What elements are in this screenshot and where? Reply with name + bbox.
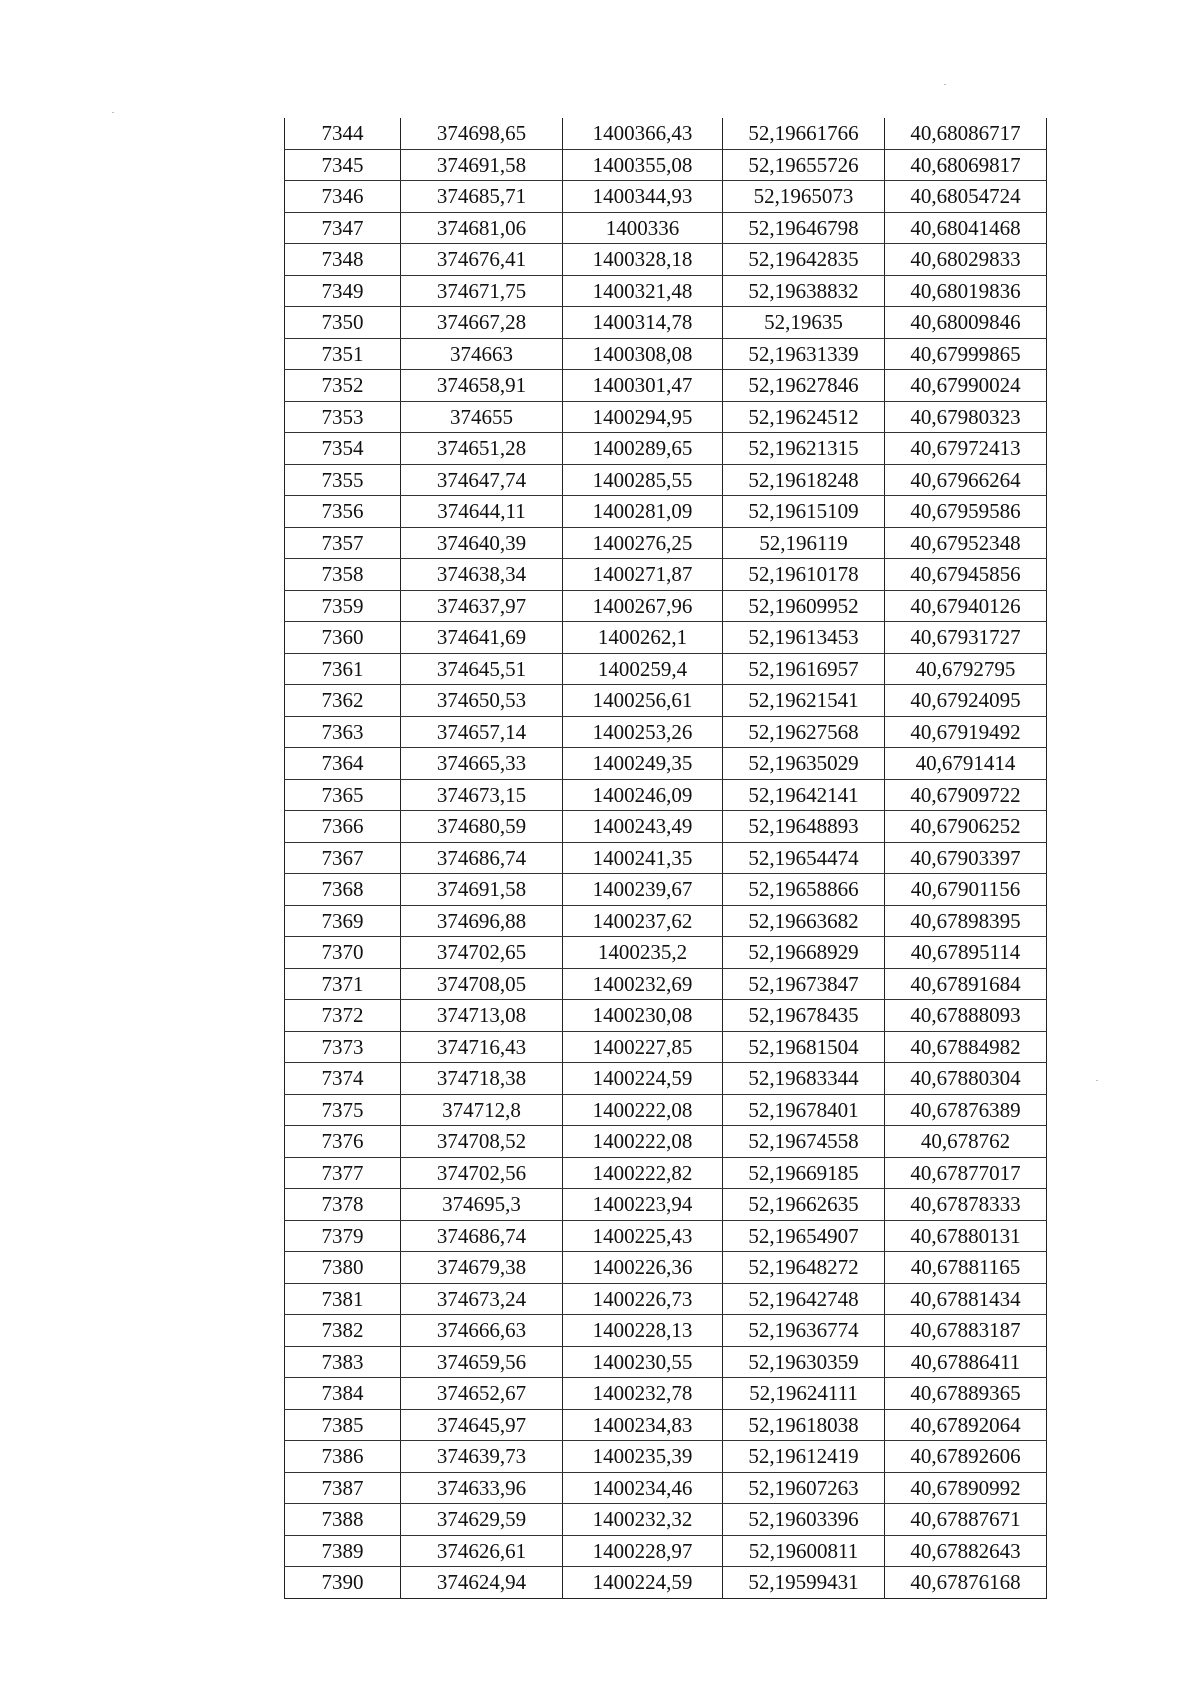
latitude-cell: 52,19678435 <box>723 1000 885 1032</box>
x-coordinate-cell: 374639,73 <box>401 1441 563 1473</box>
point-number-cell: 7366 <box>285 811 401 843</box>
longitude-cell: 40,67889365 <box>885 1378 1047 1410</box>
table-row <box>285 527 1047 559</box>
table-row <box>285 464 1047 496</box>
latitude-cell: 52,19612419 <box>723 1441 885 1473</box>
longitude-cell: 40,67924095 <box>885 685 1047 717</box>
point-number-cell: 7380 <box>285 1252 401 1284</box>
point-number-cell: 7383 <box>285 1346 401 1378</box>
y-coordinate-cell: 1400235,39 <box>563 1441 723 1473</box>
y-coordinate-cell: 1400237,62 <box>563 905 723 937</box>
point-number-cell: 7390 <box>285 1567 401 1599</box>
table-row <box>285 1315 1047 1347</box>
longitude-cell: 40,67999865 <box>885 338 1047 370</box>
point-number-cell: 7384 <box>285 1378 401 1410</box>
y-coordinate-cell: 1400246,09 <box>563 779 723 811</box>
x-coordinate-cell: 374708,52 <box>401 1126 563 1158</box>
x-coordinate-cell: 374671,75 <box>401 275 563 307</box>
y-coordinate-cell: 1400267,96 <box>563 590 723 622</box>
longitude-cell: 40,67895114 <box>885 937 1047 969</box>
y-coordinate-cell: 1400224,59 <box>563 1063 723 1095</box>
x-coordinate-cell: 374686,74 <box>401 1220 563 1252</box>
x-coordinate-cell: 374626,61 <box>401 1535 563 1567</box>
longitude-cell: 40,6792795 <box>885 653 1047 685</box>
x-coordinate-cell: 374624,94 <box>401 1567 563 1599</box>
point-number-cell: 7373 <box>285 1031 401 1063</box>
longitude-cell: 40,67876168 <box>885 1567 1047 1599</box>
point-number-cell: 7369 <box>285 905 401 937</box>
y-coordinate-cell: 1400249,35 <box>563 748 723 780</box>
x-coordinate-cell: 374647,74 <box>401 464 563 496</box>
table-row <box>285 1504 1047 1536</box>
longitude-cell: 40,6791414 <box>885 748 1047 780</box>
longitude-cell: 40,68041468 <box>885 212 1047 244</box>
x-coordinate-cell: 374640,39 <box>401 527 563 559</box>
longitude-cell: 40,67945856 <box>885 559 1047 591</box>
x-coordinate-cell: 374685,71 <box>401 181 563 213</box>
latitude-cell: 52,19683344 <box>723 1063 885 1095</box>
y-coordinate-cell: 1400225,43 <box>563 1220 723 1252</box>
table-row <box>285 842 1047 874</box>
table-row <box>285 118 1047 149</box>
longitude-cell: 40,68054724 <box>885 181 1047 213</box>
table-row <box>285 1378 1047 1410</box>
table-row <box>285 1283 1047 1315</box>
table-row <box>285 275 1047 307</box>
x-coordinate-cell: 374663 <box>401 338 563 370</box>
x-coordinate-cell: 374644,11 <box>401 496 563 528</box>
latitude-cell: 52,19663682 <box>723 905 885 937</box>
x-coordinate-cell: 374713,08 <box>401 1000 563 1032</box>
table-row <box>285 937 1047 969</box>
table-row <box>285 811 1047 843</box>
x-coordinate-cell: 374691,58 <box>401 874 563 906</box>
point-number-cell: 7345 <box>285 149 401 181</box>
table-row <box>285 433 1047 465</box>
y-coordinate-cell: 1400308,08 <box>563 338 723 370</box>
table-row <box>285 181 1047 213</box>
y-coordinate-cell: 1400224,59 <box>563 1567 723 1599</box>
x-coordinate-cell: 374691,58 <box>401 149 563 181</box>
y-coordinate-cell: 1400227,85 <box>563 1031 723 1063</box>
table-row <box>285 905 1047 937</box>
latitude-cell: 52,19607263 <box>723 1472 885 1504</box>
latitude-cell: 52,19655726 <box>723 149 885 181</box>
latitude-cell: 52,19681504 <box>723 1031 885 1063</box>
point-number-cell: 7374 <box>285 1063 401 1095</box>
x-coordinate-cell: 374658,91 <box>401 370 563 402</box>
point-number-cell: 7376 <box>285 1126 401 1158</box>
table-row <box>285 685 1047 717</box>
x-coordinate-cell: 374629,59 <box>401 1504 563 1536</box>
table-row <box>285 244 1047 276</box>
point-number-cell: 7379 <box>285 1220 401 1252</box>
point-number-cell: 7377 <box>285 1157 401 1189</box>
x-coordinate-cell: 374666,63 <box>401 1315 563 1347</box>
x-coordinate-cell: 374708,05 <box>401 968 563 1000</box>
point-number-cell: 7381 <box>285 1283 401 1315</box>
y-coordinate-cell: 1400235,2 <box>563 937 723 969</box>
longitude-cell: 40,67886411 <box>885 1346 1047 1378</box>
y-coordinate-cell: 1400239,67 <box>563 874 723 906</box>
y-coordinate-cell: 1400256,61 <box>563 685 723 717</box>
table-row <box>285 1346 1047 1378</box>
coordinates-table <box>284 118 1047 1599</box>
x-coordinate-cell: 374681,06 <box>401 212 563 244</box>
longitude-cell: 40,68069817 <box>885 149 1047 181</box>
x-coordinate-cell: 374676,41 <box>401 244 563 276</box>
longitude-cell: 40,67966264 <box>885 464 1047 496</box>
table-row <box>285 1063 1047 1095</box>
point-number-cell: 7356 <box>285 496 401 528</box>
latitude-cell: 52,19621315 <box>723 433 885 465</box>
y-coordinate-cell: 1400226,36 <box>563 1252 723 1284</box>
table-row <box>285 1126 1047 1158</box>
table-row <box>285 307 1047 339</box>
longitude-cell: 40,68029833 <box>885 244 1047 276</box>
point-number-cell: 7365 <box>285 779 401 811</box>
x-coordinate-cell: 374679,38 <box>401 1252 563 1284</box>
point-number-cell: 7388 <box>285 1504 401 1536</box>
x-coordinate-cell: 374680,59 <box>401 811 563 843</box>
table-row <box>285 622 1047 654</box>
longitude-cell: 40,67880131 <box>885 1220 1047 1252</box>
table-row <box>285 1220 1047 1252</box>
y-coordinate-cell: 1400271,87 <box>563 559 723 591</box>
point-number-cell: 7350 <box>285 307 401 339</box>
scan-speck <box>1096 1080 1098 1081</box>
latitude-cell: 52,19648893 <box>723 811 885 843</box>
longitude-cell: 40,67890992 <box>885 1472 1047 1504</box>
longitude-cell: 40,67901156 <box>885 874 1047 906</box>
longitude-cell: 40,67898395 <box>885 905 1047 937</box>
table-row <box>285 1094 1047 1126</box>
x-coordinate-cell: 374667,28 <box>401 307 563 339</box>
y-coordinate-cell: 1400314,78 <box>563 307 723 339</box>
table-row <box>285 653 1047 685</box>
y-coordinate-cell: 1400262,1 <box>563 622 723 654</box>
x-coordinate-cell: 374702,56 <box>401 1157 563 1189</box>
longitude-cell: 40,67884982 <box>885 1031 1047 1063</box>
y-coordinate-cell: 1400243,49 <box>563 811 723 843</box>
latitude-cell: 52,1965073 <box>723 181 885 213</box>
longitude-cell: 40,67906252 <box>885 811 1047 843</box>
latitude-cell: 52,19615109 <box>723 496 885 528</box>
table-row <box>285 590 1047 622</box>
table-row <box>285 370 1047 402</box>
longitude-cell: 40,67931727 <box>885 622 1047 654</box>
y-coordinate-cell: 1400241,35 <box>563 842 723 874</box>
y-coordinate-cell: 1400228,13 <box>563 1315 723 1347</box>
point-number-cell: 7368 <box>285 874 401 906</box>
y-coordinate-cell: 1400234,46 <box>563 1472 723 1504</box>
x-coordinate-cell: 374655 <box>401 401 563 433</box>
longitude-cell: 40,67972413 <box>885 433 1047 465</box>
latitude-cell: 52,19618038 <box>723 1409 885 1441</box>
table-row <box>285 1000 1047 1032</box>
y-coordinate-cell: 1400344,93 <box>563 181 723 213</box>
latitude-cell: 52,19673847 <box>723 968 885 1000</box>
point-number-cell: 7352 <box>285 370 401 402</box>
latitude-cell: 52,19648272 <box>723 1252 885 1284</box>
x-coordinate-cell: 374712,8 <box>401 1094 563 1126</box>
point-number-cell: 7358 <box>285 559 401 591</box>
point-number-cell: 7364 <box>285 748 401 780</box>
table-row <box>285 1157 1047 1189</box>
x-coordinate-cell: 374657,14 <box>401 716 563 748</box>
point-number-cell: 7378 <box>285 1189 401 1221</box>
longitude-cell: 40,67887671 <box>885 1504 1047 1536</box>
point-number-cell: 7357 <box>285 527 401 559</box>
point-number-cell: 7389 <box>285 1535 401 1567</box>
latitude-cell: 52,19654474 <box>723 842 885 874</box>
x-coordinate-cell: 374673,15 <box>401 779 563 811</box>
latitude-cell: 52,19618248 <box>723 464 885 496</box>
x-coordinate-cell: 374641,69 <box>401 622 563 654</box>
latitude-cell: 52,19613453 <box>723 622 885 654</box>
y-coordinate-cell: 1400230,08 <box>563 1000 723 1032</box>
y-coordinate-cell: 1400232,32 <box>563 1504 723 1536</box>
latitude-cell: 52,19616957 <box>723 653 885 685</box>
latitude-cell: 52,19630359 <box>723 1346 885 1378</box>
longitude-cell: 40,67919492 <box>885 716 1047 748</box>
x-coordinate-cell: 374718,38 <box>401 1063 563 1095</box>
y-coordinate-cell: 1400281,09 <box>563 496 723 528</box>
longitude-cell: 40,67881434 <box>885 1283 1047 1315</box>
latitude-cell: 52,19642748 <box>723 1283 885 1315</box>
scan-speck <box>112 112 114 113</box>
latitude-cell: 52,19631339 <box>723 338 885 370</box>
longitude-cell: 40,67959586 <box>885 496 1047 528</box>
latitude-cell: 52,19642141 <box>723 779 885 811</box>
table-row <box>285 1252 1047 1284</box>
point-number-cell: 7360 <box>285 622 401 654</box>
table-row <box>285 401 1047 433</box>
longitude-cell: 40,67882643 <box>885 1535 1047 1567</box>
longitude-cell: 40,67892064 <box>885 1409 1047 1441</box>
longitude-cell: 40,67881165 <box>885 1252 1047 1284</box>
y-coordinate-cell: 1400232,69 <box>563 968 723 1000</box>
point-number-cell: 7344 <box>285 118 401 149</box>
latitude-cell: 52,19609952 <box>723 590 885 622</box>
y-coordinate-cell: 1400259,4 <box>563 653 723 685</box>
point-number-cell: 7370 <box>285 937 401 969</box>
point-number-cell: 7386 <box>285 1441 401 1473</box>
x-coordinate-cell: 374645,51 <box>401 653 563 685</box>
point-number-cell: 7363 <box>285 716 401 748</box>
longitude-cell: 40,67952348 <box>885 527 1047 559</box>
point-number-cell: 7348 <box>285 244 401 276</box>
table-row <box>285 338 1047 370</box>
longitude-cell: 40,67878333 <box>885 1189 1047 1221</box>
table-row <box>285 748 1047 780</box>
x-coordinate-cell: 374637,97 <box>401 590 563 622</box>
point-number-cell: 7346 <box>285 181 401 213</box>
longitude-cell: 40,67888093 <box>885 1000 1047 1032</box>
x-coordinate-cell: 374659,56 <box>401 1346 563 1378</box>
table-row <box>285 149 1047 181</box>
x-coordinate-cell: 374645,97 <box>401 1409 563 1441</box>
latitude-cell: 52,19636774 <box>723 1315 885 1347</box>
y-coordinate-cell: 1400223,94 <box>563 1189 723 1221</box>
point-number-cell: 7362 <box>285 685 401 717</box>
latitude-cell: 52,196119 <box>723 527 885 559</box>
x-coordinate-cell: 374638,34 <box>401 559 563 591</box>
longitude-cell: 40,67891684 <box>885 968 1047 1000</box>
y-coordinate-cell: 1400232,78 <box>563 1378 723 1410</box>
table-row <box>285 212 1047 244</box>
latitude-cell: 52,19654907 <box>723 1220 885 1252</box>
table-row <box>285 559 1047 591</box>
point-number-cell: 7353 <box>285 401 401 433</box>
y-coordinate-cell: 1400226,73 <box>563 1283 723 1315</box>
y-coordinate-cell: 1400222,82 <box>563 1157 723 1189</box>
x-coordinate-cell: 374695,3 <box>401 1189 563 1221</box>
latitude-cell: 52,19600811 <box>723 1535 885 1567</box>
y-coordinate-cell: 1400222,08 <box>563 1126 723 1158</box>
latitude-cell: 52,19603396 <box>723 1504 885 1536</box>
longitude-cell: 40,67883187 <box>885 1315 1047 1347</box>
longitude-cell: 40,678762 <box>885 1126 1047 1158</box>
table-row <box>285 968 1047 1000</box>
y-coordinate-cell: 1400234,83 <box>563 1409 723 1441</box>
x-coordinate-cell: 374665,33 <box>401 748 563 780</box>
latitude-cell: 52,19624512 <box>723 401 885 433</box>
table-row <box>285 1441 1047 1473</box>
point-number-cell: 7385 <box>285 1409 401 1441</box>
y-coordinate-cell: 1400321,48 <box>563 275 723 307</box>
latitude-cell: 52,19662635 <box>723 1189 885 1221</box>
point-number-cell: 7361 <box>285 653 401 685</box>
scan-speck <box>944 84 946 85</box>
table-row <box>285 1189 1047 1221</box>
point-number-cell: 7359 <box>285 590 401 622</box>
point-number-cell: 7349 <box>285 275 401 307</box>
longitude-cell: 40,68086717 <box>885 118 1047 149</box>
latitude-cell: 52,19668929 <box>723 937 885 969</box>
x-coordinate-cell: 374673,24 <box>401 1283 563 1315</box>
table-row <box>285 1409 1047 1441</box>
table-row <box>285 1472 1047 1504</box>
point-number-cell: 7371 <box>285 968 401 1000</box>
y-coordinate-cell: 1400301,47 <box>563 370 723 402</box>
table-row <box>285 496 1047 528</box>
longitude-cell: 40,68009846 <box>885 307 1047 339</box>
x-coordinate-cell: 374652,67 <box>401 1378 563 1410</box>
x-coordinate-cell: 374651,28 <box>401 433 563 465</box>
longitude-cell: 40,67903397 <box>885 842 1047 874</box>
x-coordinate-cell: 374716,43 <box>401 1031 563 1063</box>
y-coordinate-cell: 1400294,95 <box>563 401 723 433</box>
point-number-cell: 7387 <box>285 1472 401 1504</box>
latitude-cell: 52,19635029 <box>723 748 885 780</box>
y-coordinate-cell: 1400289,65 <box>563 433 723 465</box>
latitude-cell: 52,19669185 <box>723 1157 885 1189</box>
y-coordinate-cell: 1400285,55 <box>563 464 723 496</box>
longitude-cell: 40,67940126 <box>885 590 1047 622</box>
x-coordinate-cell: 374633,96 <box>401 1472 563 1504</box>
longitude-cell: 40,67877017 <box>885 1157 1047 1189</box>
point-number-cell: 7347 <box>285 212 401 244</box>
latitude-cell: 52,19627568 <box>723 716 885 748</box>
latitude-cell: 52,19638832 <box>723 275 885 307</box>
point-number-cell: 7382 <box>285 1315 401 1347</box>
x-coordinate-cell: 374696,88 <box>401 905 563 937</box>
coordinates-table-body <box>285 118 1047 1598</box>
table-row <box>285 874 1047 906</box>
latitude-cell: 52,19635 <box>723 307 885 339</box>
point-number-cell: 7375 <box>285 1094 401 1126</box>
latitude-cell: 52,19610178 <box>723 559 885 591</box>
y-coordinate-cell: 1400328,18 <box>563 244 723 276</box>
point-number-cell: 7354 <box>285 433 401 465</box>
table-row <box>285 716 1047 748</box>
y-coordinate-cell: 1400336 <box>563 212 723 244</box>
latitude-cell: 52,19624111 <box>723 1378 885 1410</box>
latitude-cell: 52,19627846 <box>723 370 885 402</box>
longitude-cell: 40,67880304 <box>885 1063 1047 1095</box>
table-row <box>285 1535 1047 1567</box>
latitude-cell: 52,19674558 <box>723 1126 885 1158</box>
latitude-cell: 52,19646798 <box>723 212 885 244</box>
x-coordinate-cell: 374698,65 <box>401 118 563 149</box>
x-coordinate-cell: 374686,74 <box>401 842 563 874</box>
point-number-cell: 7372 <box>285 1000 401 1032</box>
latitude-cell: 52,19678401 <box>723 1094 885 1126</box>
longitude-cell: 40,67909722 <box>885 779 1047 811</box>
point-number-cell: 7351 <box>285 338 401 370</box>
x-coordinate-cell: 374650,53 <box>401 685 563 717</box>
y-coordinate-cell: 1400230,55 <box>563 1346 723 1378</box>
longitude-cell: 40,67980323 <box>885 401 1047 433</box>
y-coordinate-cell: 1400228,97 <box>563 1535 723 1567</box>
y-coordinate-cell: 1400222,08 <box>563 1094 723 1126</box>
y-coordinate-cell: 1400276,25 <box>563 527 723 559</box>
table-row <box>285 779 1047 811</box>
longitude-cell: 40,67892606 <box>885 1441 1047 1473</box>
latitude-cell: 52,19599431 <box>723 1567 885 1599</box>
longitude-cell: 40,67990024 <box>885 370 1047 402</box>
point-number-cell: 7355 <box>285 464 401 496</box>
latitude-cell: 52,19661766 <box>723 118 885 149</box>
table-row <box>285 1567 1047 1599</box>
latitude-cell: 52,19658866 <box>723 874 885 906</box>
latitude-cell: 52,19642835 <box>723 244 885 276</box>
latitude-cell: 52,19621541 <box>723 685 885 717</box>
table-row <box>285 1031 1047 1063</box>
y-coordinate-cell: 1400366,43 <box>563 118 723 149</box>
y-coordinate-cell: 1400355,08 <box>563 149 723 181</box>
point-number-cell: 7367 <box>285 842 401 874</box>
x-coordinate-cell: 374702,65 <box>401 937 563 969</box>
longitude-cell: 40,67876389 <box>885 1094 1047 1126</box>
longitude-cell: 40,68019836 <box>885 275 1047 307</box>
y-coordinate-cell: 1400253,26 <box>563 716 723 748</box>
